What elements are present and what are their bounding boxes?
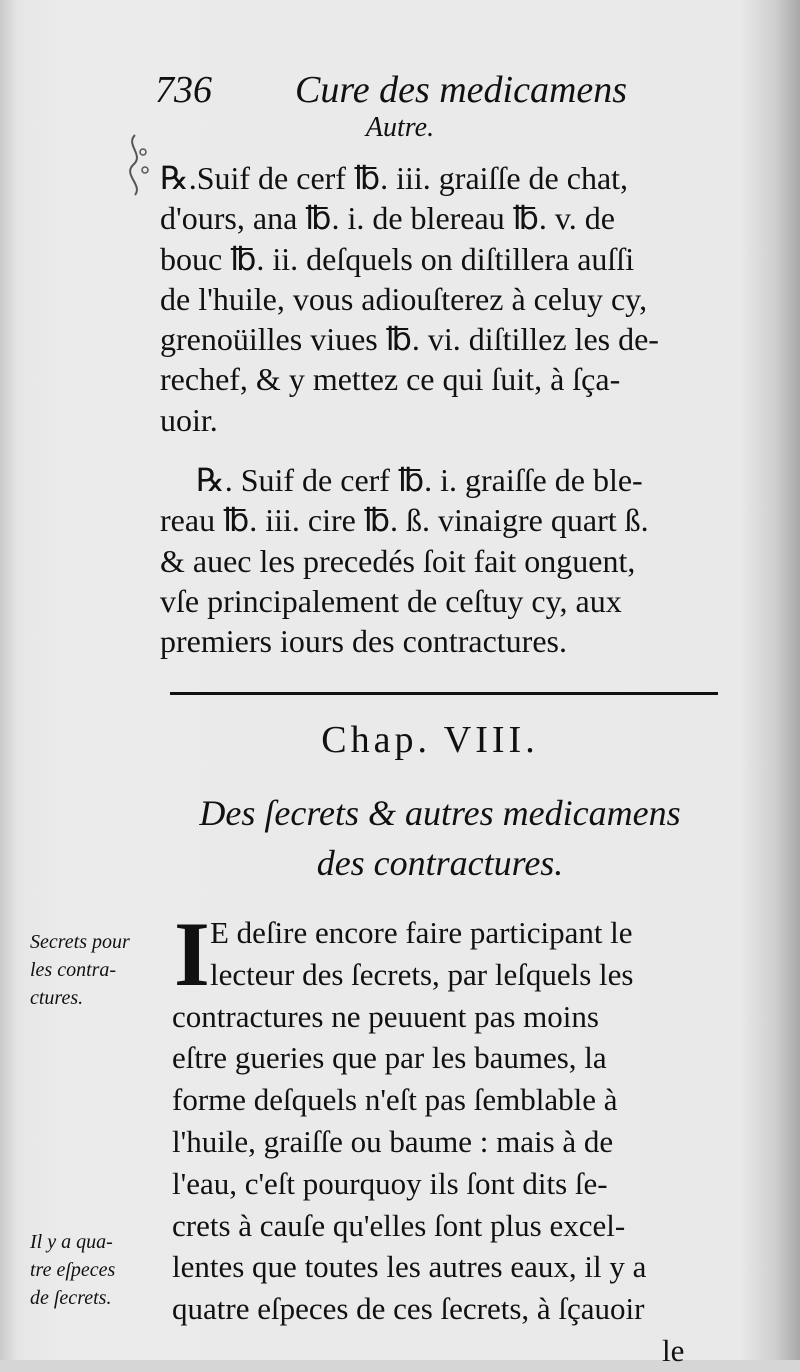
margin-note-secrets (30, 928, 130, 1012)
text-line: ℞.Suif de cerf ℔. iii. graiſſe de chat, (160, 160, 629, 196)
text-line: lentes que toutes les autres eaux, il y a (172, 1249, 647, 1285)
margin-note-line: de ſecrets. (30, 1287, 112, 1309)
text-line: l'huile, graiſſe ou baume : mais à de (172, 1123, 614, 1159)
text-line: lecteur des ſecrets, par leſquels les (210, 956, 634, 992)
text-line: contractures ne peuuent pas moins (172, 998, 599, 1034)
text-line: le (662, 1332, 685, 1368)
running-title: Cure des medicamens (295, 69, 628, 111)
text-line: eſtre gueries que par les baumes, la (172, 1040, 607, 1076)
margin-note-line: tre eſpeces (30, 1259, 116, 1281)
chapter-title-line: des contractures. (316, 843, 564, 883)
text-line: reau ℔. iii. cire ℔. ß. vinaigre quart ß. (160, 502, 649, 539)
text-line: vſe principalement de ceſtuy cy, aux (160, 582, 622, 619)
drop-cap: I (174, 903, 210, 1005)
page-header (155, 68, 635, 118)
text-line: uoir. (160, 401, 218, 438)
text-line: crets à cauſe qu'elles ſont plus excel- (172, 1207, 626, 1243)
recipe-paragraph-1 (160, 158, 659, 440)
margin-note-line: les contra- (30, 959, 117, 981)
chapter-body (172, 903, 685, 1372)
text-line: grenoüilles viues ℔. vi. diſtillez les de- (160, 321, 659, 358)
chapter-number: Chap. VIII. (321, 719, 539, 761)
section-subhead: Autre. (365, 112, 435, 143)
page-number: 736 (155, 69, 212, 111)
margin-note-line: ctures. (30, 987, 84, 1009)
text-line: d'ours, ana ℔. i. de blereau ℔. v. de (160, 200, 615, 237)
chapter-title-line: Des ſecrets & autres medicamens (199, 793, 681, 833)
text-line: de l'huile, vous adiouſterez à celuy cy, (160, 280, 648, 317)
text-line: premiers iours des contractures. (160, 623, 567, 660)
text-line: rechef, & y mettez ce qui ſuit, à ſça- (160, 361, 621, 398)
margin-note-four-kinds (30, 1228, 115, 1312)
margin-note-line: Il y a qua- (30, 1231, 113, 1253)
chapter-title (150, 788, 730, 888)
text-line: ℞. Suif de cerf ℔. i. graiſſe de ble- (196, 462, 643, 498)
margin-note-line: Secrets pour (30, 931, 130, 953)
text-line: l'eau, c'eſt pourquoy ils ſont dits ſe- (172, 1165, 608, 1201)
text-line: forme deſquels n'eſt pas ſemblable à (172, 1082, 618, 1118)
text-line: quatre eſpeces de ces ſecrets, à ſçauoir (172, 1291, 645, 1327)
section-divider (170, 692, 718, 695)
text-line: E deſire encore faire participant le (210, 915, 633, 950)
recipe-paragraph-2 (160, 460, 649, 661)
text-line: & auec les precedés ſoit fait onguent, (160, 542, 636, 579)
text-line: bouc ℔. ii. deſquels on diſtillera auſſi (160, 240, 635, 277)
